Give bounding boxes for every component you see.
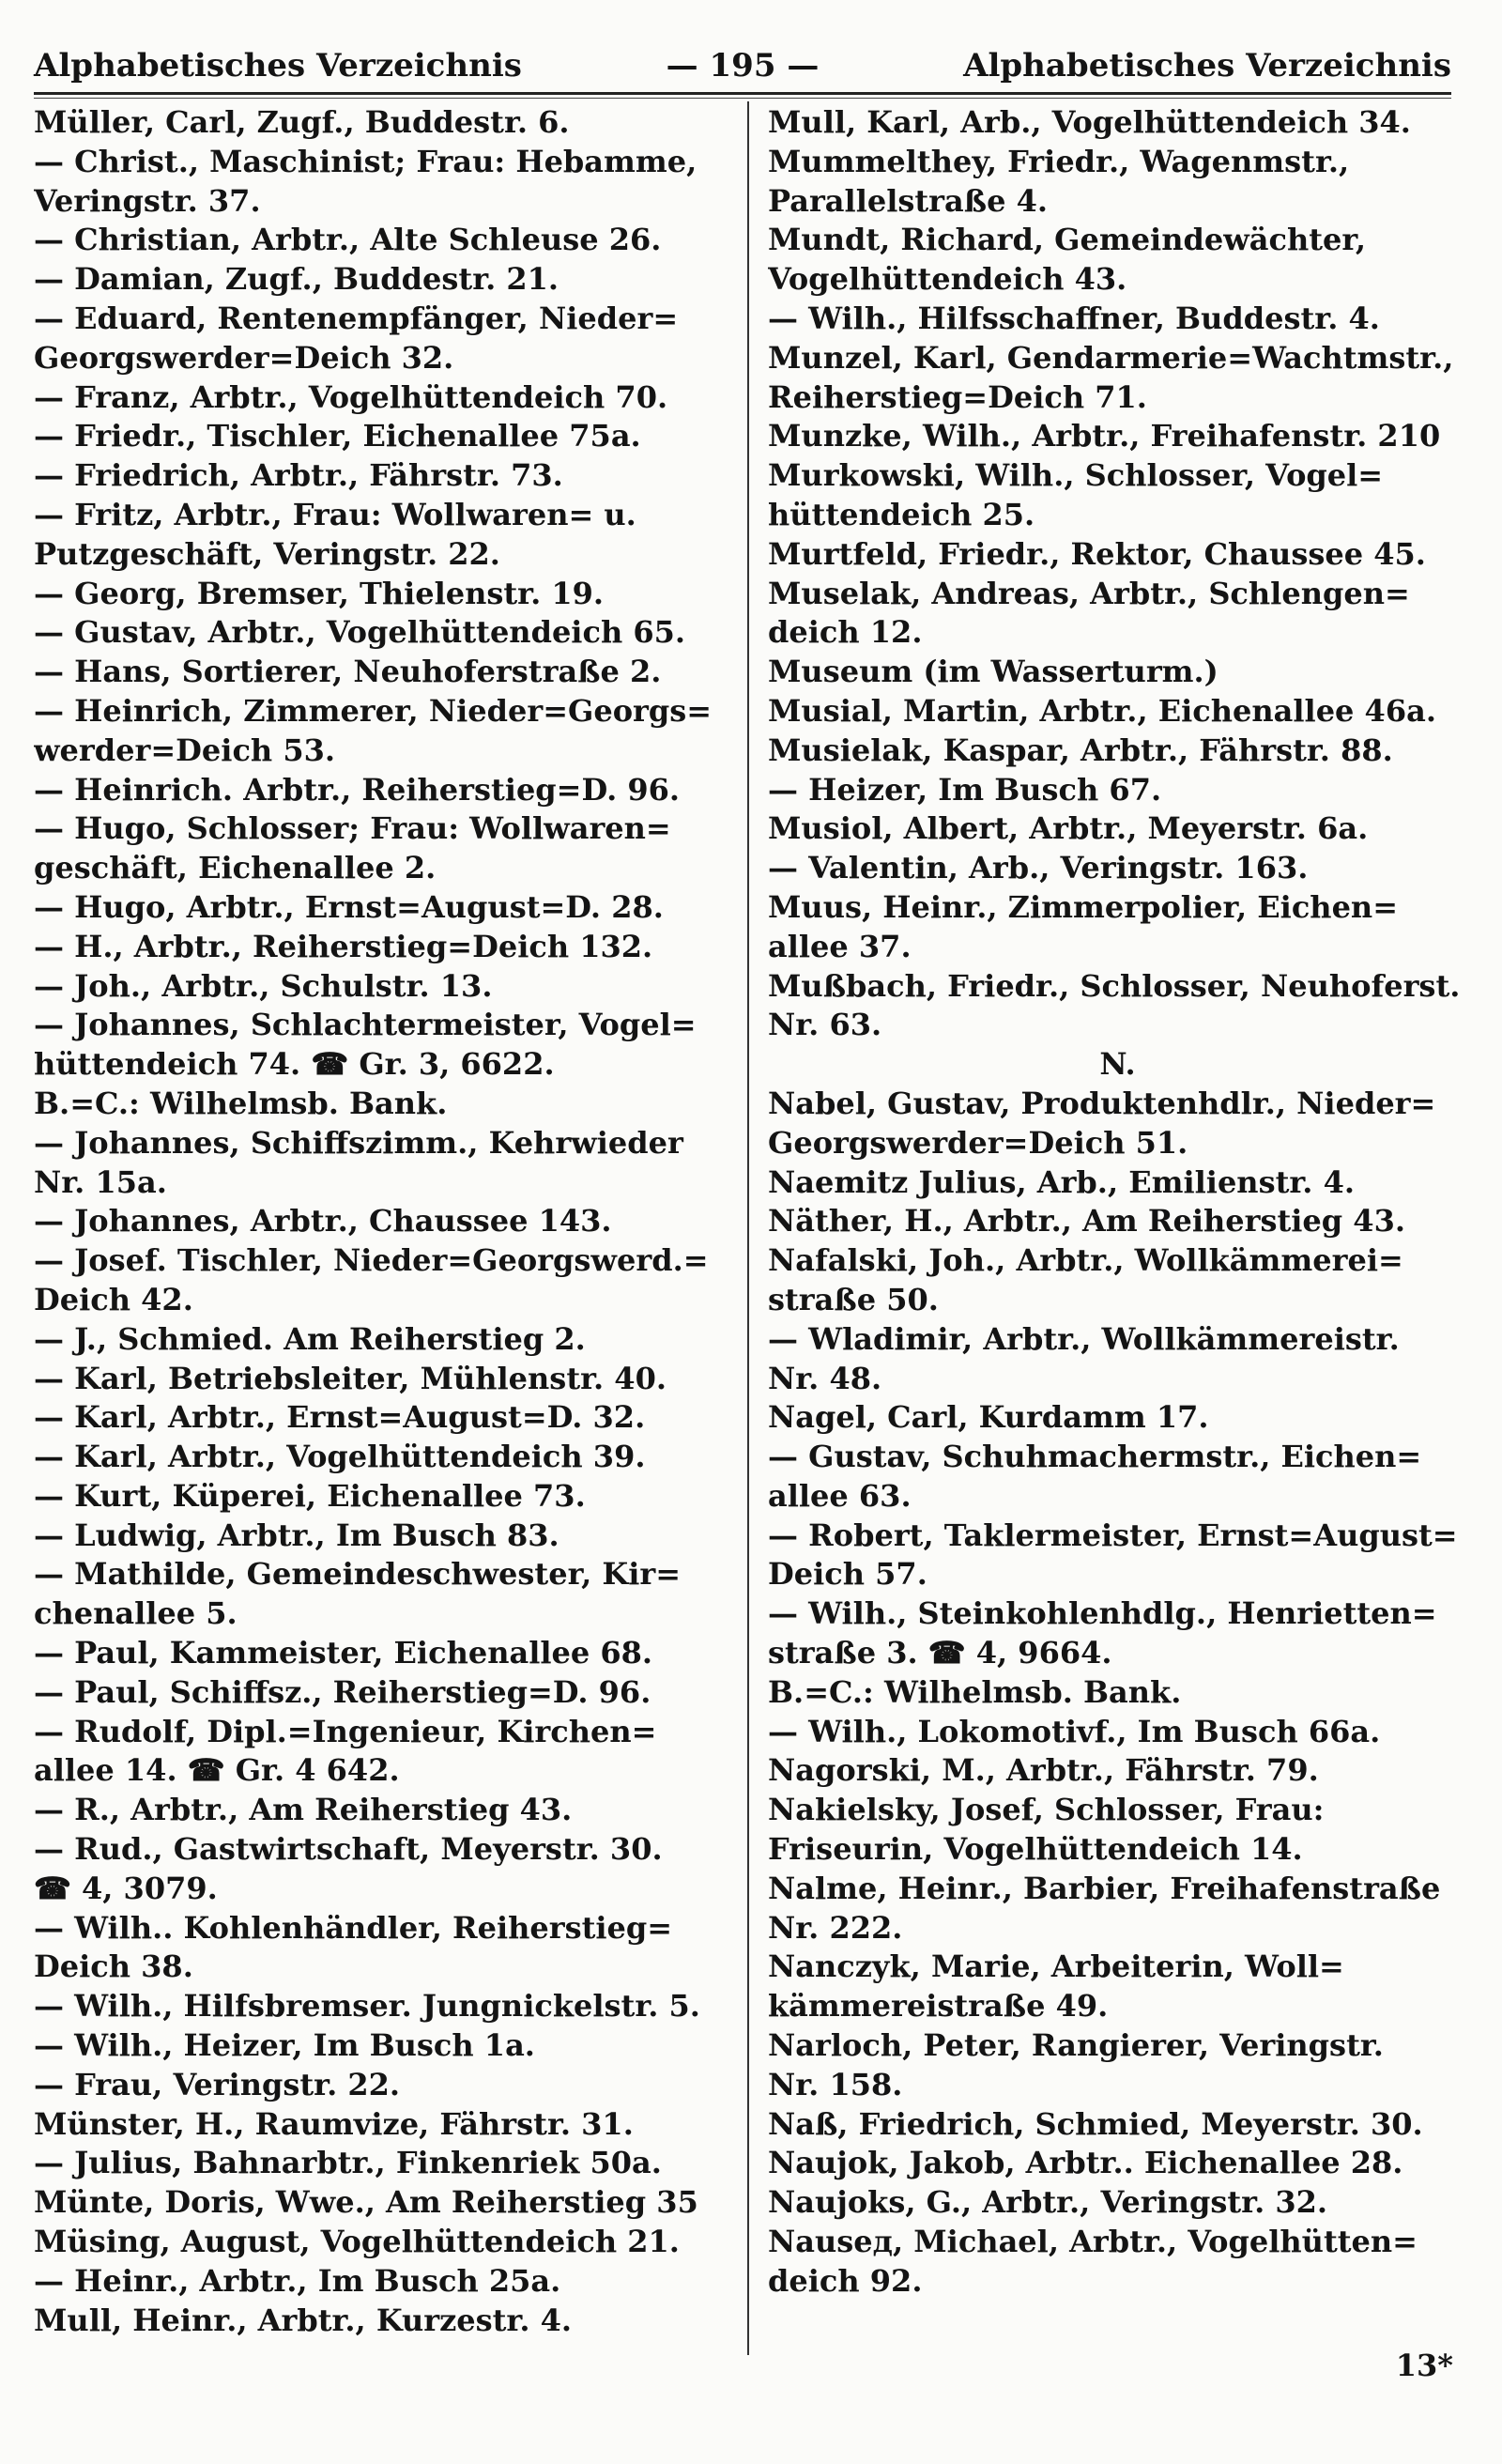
directory-line: Müller, Carl, Zugf., Buddestr. 6. [34,104,570,140]
directory-line: Putzgeschäft, Veringstr. 22. [34,535,500,572]
directory-line: — Joh., Arbtr., Schulstr. 13. [34,967,493,1004]
directory-line: allee 63. [768,1477,912,1514]
directory-line: — Paul, Schiffsz., Reiherstieg=D. 96. [34,1673,651,1710]
directory-line: Veringstr. 37. [34,182,261,219]
page-header [34,45,1451,86]
directory-line: geschäft, Eichenallee 2. [34,850,437,886]
directory-line: Musiol, Albert, Arbtr., Meyerstr. 6a. [768,810,1369,847]
directory-line: — Robert, Taklermeister, Ernst=August= [768,1517,1458,1553]
directory-line: Mull, Karl, Arb., Vogelhüttendeich 34. [768,104,1411,140]
directory-line: — Frau, Veringstr. 22. [34,2066,401,2102]
directory-line: — Johannes, Arbtr., Chaussee 143. [34,1203,612,1240]
directory-line: — Wilh., Lokomotivf., Im Busch 66a. [768,1713,1381,1749]
directory-line: — Ludwig, Arbtr., Im Busch 83. [34,1517,559,1553]
directory-line: Deich 38. [34,1948,193,1985]
directory-line: Friseurin, Vogelhüttendeich 14. [768,1831,1303,1868]
directory-line: — Wilh., Hilfsschaffner, Buddestr. 4. [768,300,1380,336]
directory-line: allee 14. ☎ Gr. 4 642. [34,1752,400,1789]
directory-line: allee 37. [768,928,912,964]
page-number: — 195 — [666,47,820,85]
directory-line: Murtfeld, Friedr., Rektor, Chaussee 45. [768,535,1426,572]
directory-line: straße 3. ☎ 4, 9664. [768,1635,1112,1671]
directory-line: — Christian, Arbtr., Alte Schleuse 26. [34,222,662,258]
directory-line: — Wilh.. Kohlenhändler, Reiherstieg= [34,1909,673,1946]
directory-line: Munzel, Karl, Gendarmerie=Wachtmstr., [768,339,1454,376]
directory-line: Georgswerder=Deich 51. [768,1124,1188,1161]
directory-line: — Wilh., Heizer, Im Busch 1a. [34,2027,535,2064]
directory-line: Näther, H., Arbtr., Am Reiherstieg 43. [768,1203,1405,1240]
directory-line: Naß, Friedrich, Schmied, Meyerstr. 30. [768,2105,1423,2142]
directory-line: Deich 42. [34,1281,193,1317]
directory-line: — Valentin, Arb., Veringstr. 163. [768,850,1309,886]
directory-line: B.=C.: Wilhelmsb. Bank. [768,1673,1182,1710]
directory-line: Muus, Heinr., Zimmerpolier, Eichen= [768,888,1398,925]
directory-line: Nakielsky, Josef, Schlosser, Frau: [768,1792,1325,1828]
directory-line: Nauseд, Michael, Arbtr., Vogelhütten= [768,2224,1418,2260]
directory-line: — Johannes, Schlachtermeister, Vogel= [34,1007,697,1043]
directory-line: — Rud., Gastwirtschaft, Meyerstr. 30. [34,1831,663,1868]
directory-line: — Fritz, Arbtr., Frau: Wollwaren= u. [34,496,636,532]
directory-line: hüttendeich 25. [768,496,1035,532]
directory-line: — Christ., Maschinist; Frau: Hebamme, [34,143,697,179]
column-divider [747,101,749,2355]
directory-line: — Gustav, Arbtr., Vogelhüttendeich 65. [34,614,686,651]
directory-line: — Karl, Betriebsleiter, Mühlenstr. 40. [34,1360,667,1396]
directory-line: Georgswerder=Deich 32. [34,339,454,376]
directory-line: Nagel, Carl, Kurdamm 17. [768,1399,1209,1436]
directory-line: Nagorski, M., Arbtr., Fährstr. 79. [768,1752,1319,1789]
directory-line: — J., Schmied. Am Reiherstieg 2. [34,1320,586,1357]
directory-line: Naujoks, G., Arbtr., Veringstr. 32. [768,2184,1328,2221]
directory-line: Parallelstraße 4. [768,182,1048,219]
directory-line: — Hans, Sortierer, Neuhoferstraße 2. [34,654,662,690]
directory-line: B.=C.: Wilhelmsb. Bank. [34,1085,448,1121]
directory-line: — Karl, Arbtr., Vogelhüttendeich 39. [34,1439,646,1475]
directory-line: — Heinrich. Arbtr., Reiherstieg=D. 96. [34,771,681,808]
directory-line: — Julius, Bahnarbtr., Finkenriek 50a. [34,2145,662,2181]
directory-line: Narloch, Peter, Rangierer, Veringstr. [768,2027,1384,2064]
directory-line: deich 12. [768,614,923,651]
directory-line: Murkowski, Wilh., Schlosser, Vogel= [768,457,1384,494]
directory-line: — Heizer, Im Busch 67. [768,771,1162,808]
directory-line: Nr. 222. [768,1909,903,1946]
directory-line: — Wilh., Steinkohlenhdlg., Henrietten= [768,1595,1437,1632]
header-left-title: Alphabetisches Verzeichnis [34,47,522,85]
directory-line: — Heinr., Arbtr., Im Busch 25a. [34,2262,561,2299]
directory-line: hüttendeich 74. ☎ Gr. 3, 6622. [34,1046,555,1083]
directory-line: Nalme, Heinr., Barbier, Freihafenstraße [768,1870,1441,1906]
directory-line: — Damian, Zugf., Buddestr. 21. [34,261,559,298]
directory-line: — H., Arbtr., Reiherstieg=Deich 132. [34,928,653,964]
directory-line: — Johannes, Schiffszimm., Kehrwieder [34,1124,683,1161]
directory-line: — Hugo, Schlosser; Frau: Wollwaren= [34,810,671,847]
directory-line: — Hugo, Arbtr., Ernst=August=D. 28. [34,888,664,925]
directory-line: Nr. 48. [768,1360,882,1396]
directory-line: — Wladimir, Arbtr., Wollkämmereistr. [768,1320,1400,1357]
directory-line: — Wilh., Hilfsbremser. Jungnickelstr. 5. [34,1988,700,2025]
directory-line: Museum (im Wasserturm.) [768,654,1218,690]
directory-line: Mull, Heinr., Arbtr., Kurzestr. 4. [34,2302,572,2338]
directory-line: chenallee 5. [34,1595,238,1632]
directory-line: kämmereistraße 49. [768,1988,1109,2025]
header-rule [34,92,1451,99]
directory-line: ☎ 4, 3079. [34,1870,218,1906]
directory-line: Musielak, Kaspar, Arbtr., Fährstr. 88. [768,732,1393,768]
directory-line: Nr. 158. [768,2066,903,2102]
directory-line: — Friedr., Tischler, Eichenallee 75a. [34,418,641,454]
right-column [768,103,1467,2302]
directory-line: — Mathilde, Gemeindeschwester, Kir= [34,1556,682,1593]
directory-line: — Karl, Arbtr., Ernst=August=D. 32. [34,1399,646,1436]
directory-line: Mundt, Richard, Gemeindewächter, [768,222,1367,258]
directory-line: Mußbach, Friedr., Schlosser, Neuhoferst. [768,967,1461,1004]
directory-line: — Gustav, Schuhmachermstr., Eichen= [768,1439,1422,1475]
directory-line: — Kurt, Küperei, Eichenallee 73. [34,1477,586,1514]
directory-line: — R., Arbtr., Am Reiherstieg 43. [34,1792,573,1828]
directory-line: Naujok, Jakob, Arbtr.. Eichenallee 28. [768,2145,1403,2181]
directory-line: Mummelthey, Friedr., Wagenmstr., [768,143,1350,179]
directory-line: Munzke, Wilh., Arbtr., Freihafenstr. 210 [768,418,1441,454]
directory-line: N. [1099,1046,1136,1083]
directory-line: Reiherstieg=Deich 71. [768,378,1147,415]
directory-line: werder=Deich 53. [34,732,335,768]
directory-line: — Friedrich, Arbtr., Fährstr. 73. [34,457,563,494]
directory-line: — Heinrich, Zimmerer, Nieder=Georgs= [34,692,713,729]
directory-line: Deich 57. [768,1556,927,1593]
directory-line: Nr. 15a. [34,1163,167,1200]
directory-line: — Rudolf, Dipl.=Ingenieur, Kirchen= [34,1713,657,1749]
directory-line: — Franz, Arbtr., Vogelhüttendeich 70. [34,378,668,415]
directory-line: Nr. 63. [768,1007,882,1043]
directory-line: — Paul, Kammeister, Eichenallee 68. [34,1635,653,1671]
directory-line: Münster, H., Raumvize, Fährstr. 31. [34,2105,634,2142]
signature-mark: 13* [1395,2348,1453,2383]
directory-line: Vogelhüttendeich 43. [768,261,1127,298]
directory-line: — Josef. Tischler, Nieder=Georgswerd.= [34,1242,709,1279]
directory-line: Müsing, August, Vogelhüttendeich 21. [34,2224,680,2260]
directory-line: Nafalski, Joh., Arbtr., Wollkämmerei= [768,1242,1403,1279]
directory-line: Muselak, Andreas, Arbtr., Schlengen= [768,575,1410,611]
directory-line: — Georg, Bremser, Thielenstr. 19. [34,575,605,611]
left-column [34,103,733,2340]
header-right-title: Alphabetisches Verzeichnis [963,47,1451,85]
directory-line: deich 92. [768,2262,923,2299]
directory-line: — Eduard, Rentenempfänger, Nieder= [34,300,679,336]
directory-line: Musial, Martin, Arbtr., Eichenallee 46a. [768,692,1436,729]
directory-line: Münte, Doris, Wwe., Am Reiherstieg 35 [34,2184,698,2221]
directory-line: straße 50. [768,1281,939,1317]
directory-line: Nabel, Gustav, Produktenhdlr., Nieder= [768,1085,1436,1121]
directory-line: Naemitz Julius, Arb., Emilienstr. 4. [768,1163,1355,1200]
directory-line: Nanczyk, Marie, Arbeiterin, Woll= [768,1948,1344,1985]
